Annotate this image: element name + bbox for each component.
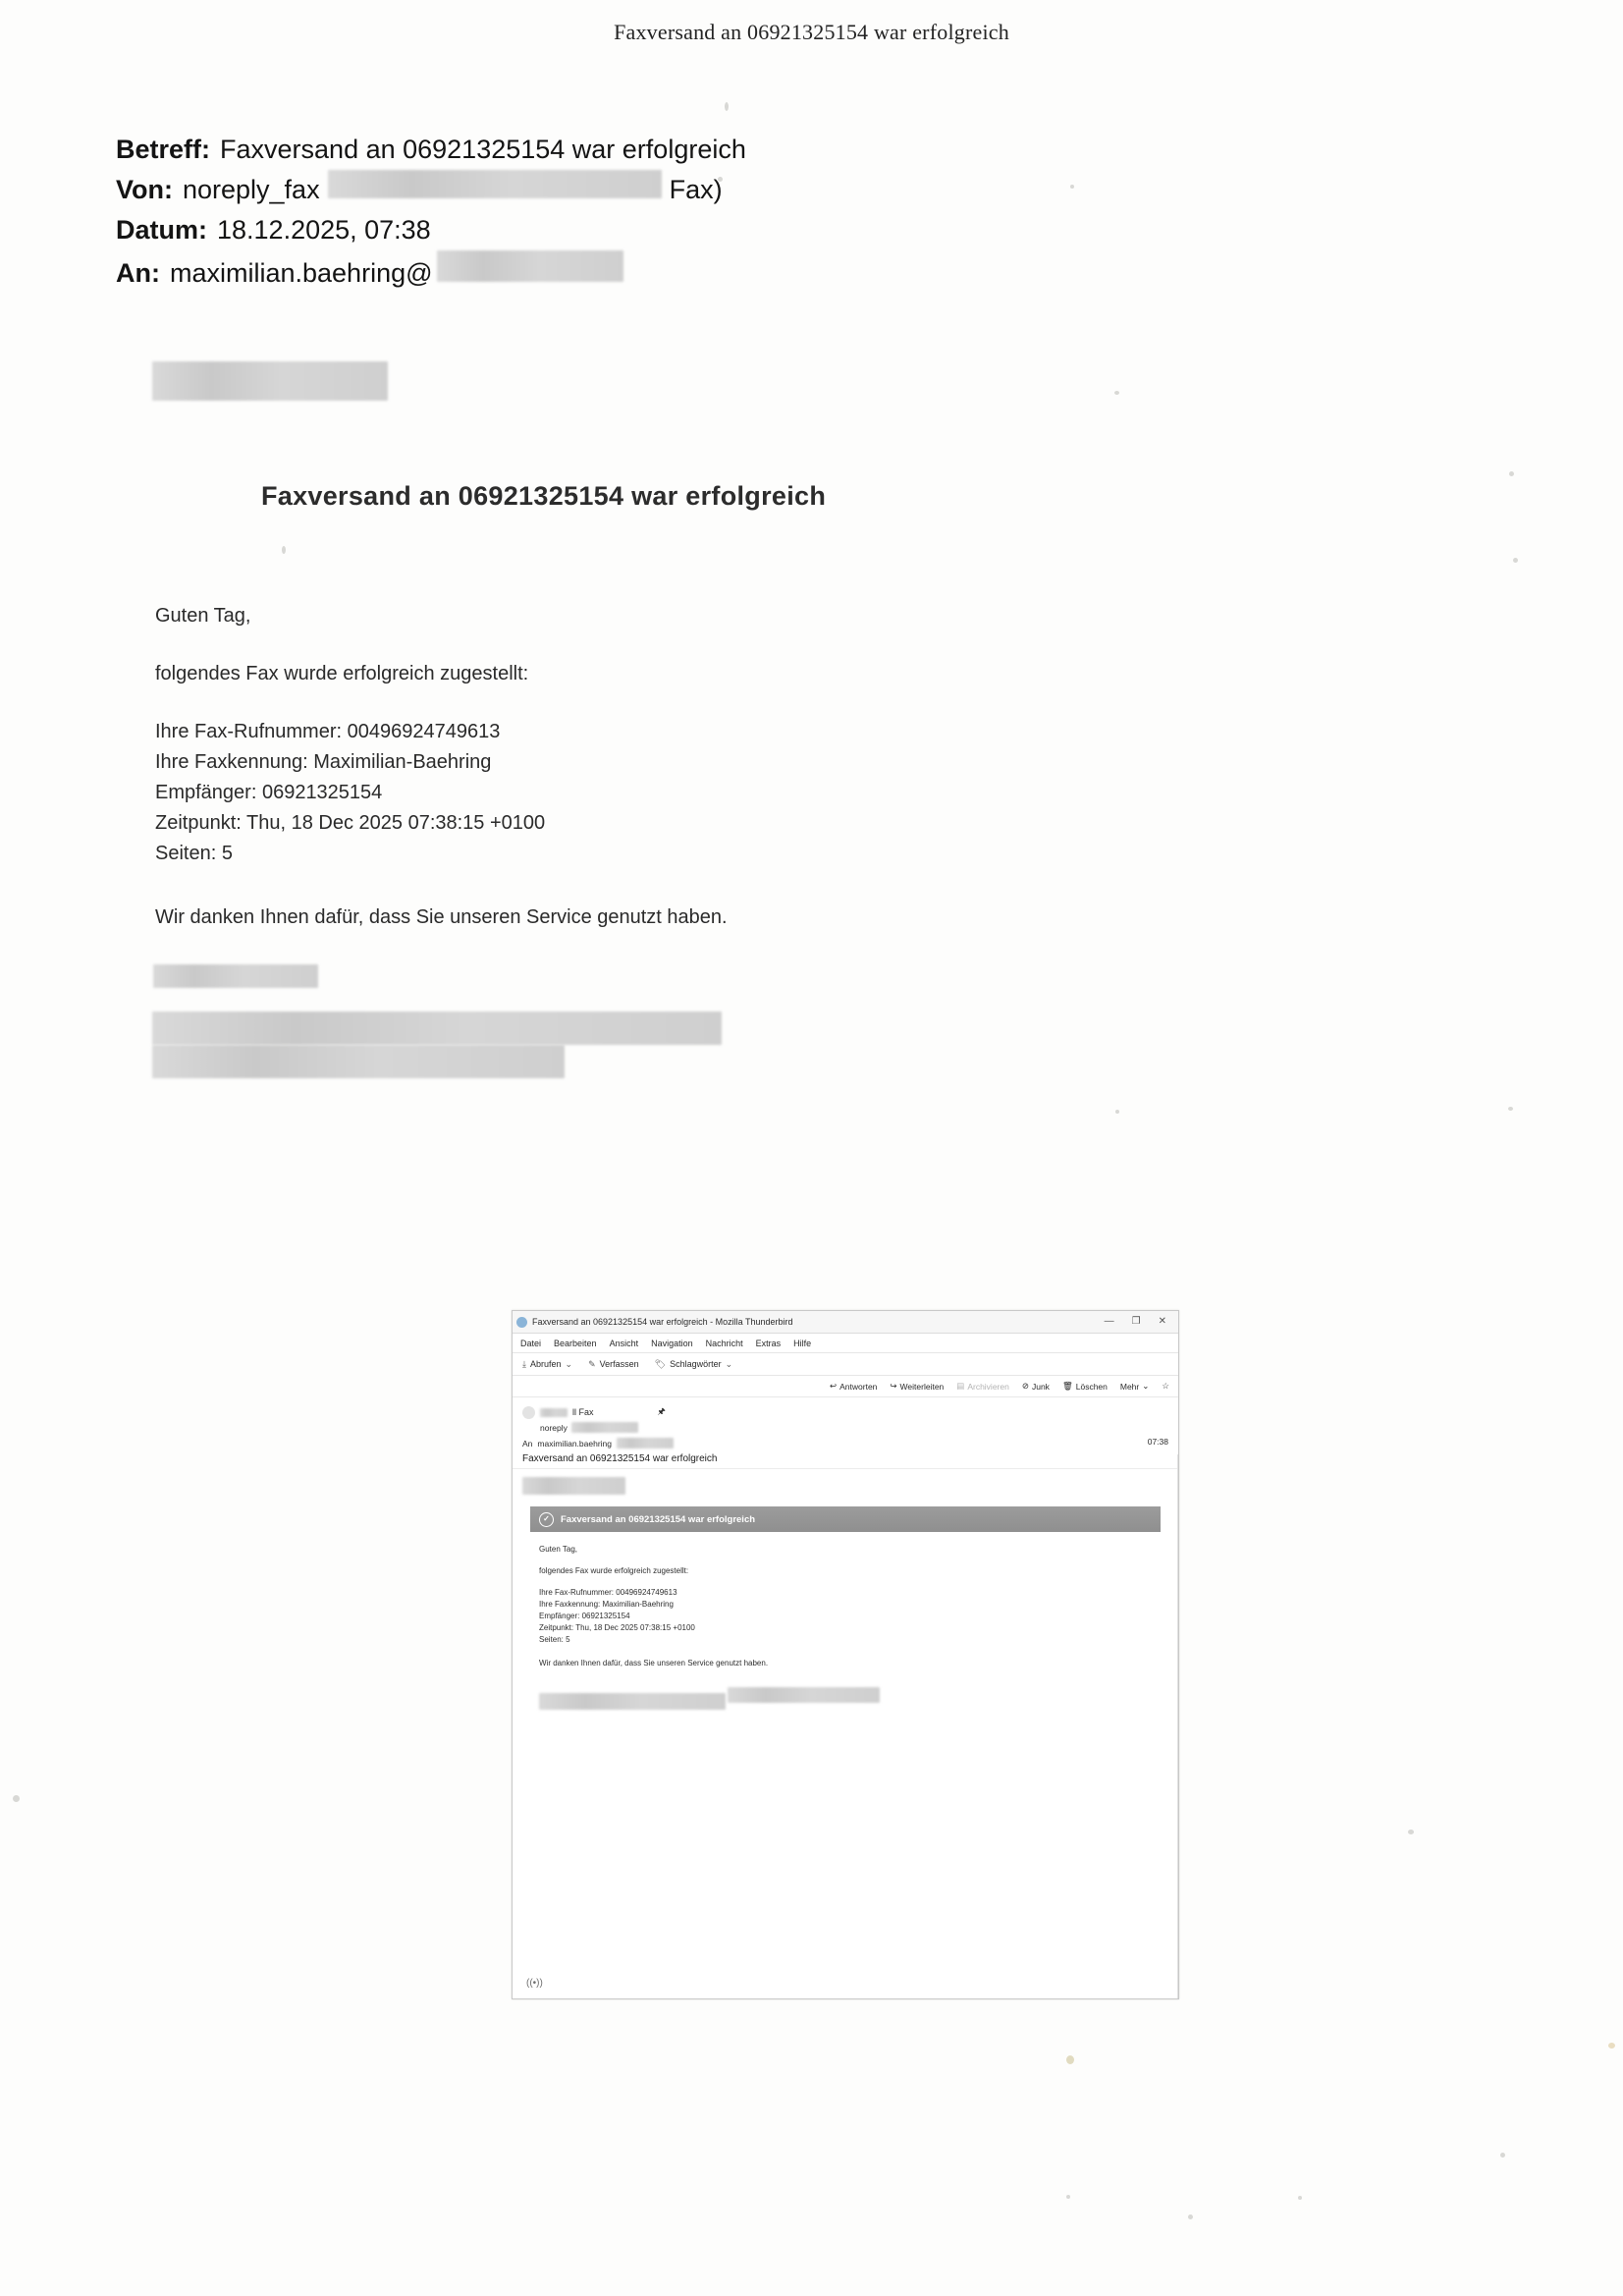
message-content: [513, 1469, 1178, 1710]
redaction-to: [437, 250, 623, 282]
message-greeting: Guten Tag,: [539, 1545, 577, 1554]
status-signal-icon: ((•)): [526, 1978, 543, 1989]
message-detail-line: Zeitpunkt: Thu, 18 Dec 2025 07:38:15 +0100: [539, 1623, 695, 1632]
action-junk[interactable]: [1022, 1381, 1050, 1392]
toolbar-label-schlagwoerter: Schlagwörter: [670, 1359, 722, 1369]
tag-icon: 🏷: [654, 1358, 667, 1369]
redaction-mail-logo: [522, 1477, 625, 1495]
scan-speck: [13, 1795, 20, 1802]
menu-item-navigation[interactable]: Navigation: [651, 1338, 693, 1348]
mail-subject-label: Betreff:: [116, 135, 211, 164]
toolbar-label-abrufen: Abrufen: [529, 1359, 562, 1369]
menu-item-bearbeiten[interactable]: Bearbeiten: [554, 1338, 597, 1348]
scan-speck: [1066, 2195, 1070, 2199]
mail-to-row: [116, 250, 1245, 294]
status-banner: [530, 1506, 1161, 1532]
scan-speck: [1508, 1107, 1513, 1111]
mail-body: [155, 601, 1137, 960]
action-mehr[interactable]: [1120, 1381, 1150, 1392]
status-banner-label: Faxversand an 06921325154 war erfolgreich: [561, 1513, 756, 1525]
chevron-down-icon[interactable]: ⌄: [1142, 1381, 1150, 1391]
menu-item-nachricht[interactable]: Nachricht: [705, 1338, 743, 1348]
redaction-mail-signature-1: [539, 1693, 726, 1710]
message-time: 07:38: [1147, 1437, 1168, 1447]
action-weiterleiten[interactable]: [890, 1381, 944, 1392]
mail-from-row: [116, 170, 1245, 210]
redaction-from: [328, 170, 662, 198]
message-recipient-row: [522, 1438, 1168, 1449]
mail-body-headline: Faxversand an 06921325154 war erfolgreich: [261, 481, 827, 511]
message-details: [539, 1587, 1152, 1646]
scan-speck: [1500, 2153, 1505, 2158]
junk-icon: ⊘: [1021, 1381, 1029, 1391]
recipient-value: maximilian.baehring: [537, 1438, 612, 1449]
toolbar-button-abrufen[interactable]: [522, 1359, 572, 1370]
avatar: [522, 1406, 535, 1419]
mail-detail-line: Empfänger: 06921325154: [155, 782, 383, 803]
mail-thanks: Wir danken Ihnen dafür, dass Sie unseren Service genutzt haben.: [155, 906, 728, 928]
message-detail-line: Seiten: 5: [539, 1635, 570, 1644]
redaction-sender: [540, 1408, 568, 1417]
redaction-sender-address: [571, 1422, 638, 1433]
redaction-mail-signature-2: [728, 1687, 880, 1703]
window-title: Faxversand an 06921325154 war erfolgreich - Mozilla Thunderbird: [532, 1317, 793, 1327]
chevron-down-icon[interactable]: ⌄: [725, 1358, 733, 1369]
main-toolbar[interactable]: [513, 1353, 1178, 1376]
window-controls[interactable]: [1105, 1317, 1174, 1327]
action-label-mehr: Mehr: [1119, 1381, 1140, 1392]
mail-intro: folgendes Fax wurde erfolgreich zugestellt:: [155, 663, 529, 684]
mail-detail-line: Seiten: 5: [155, 843, 233, 864]
message-thanks: Wir danken Ihnen dafür, dass Sie unseren Service genutzt haben.: [539, 1659, 769, 1667]
message-detail-line: Ihre Faxkennung: Maximilian-Baehring: [539, 1600, 674, 1609]
scan-speck: [1298, 2196, 1302, 2200]
action-label-loeschen: Löschen: [1075, 1381, 1108, 1392]
menu-item-extras[interactable]: Extras: [755, 1338, 782, 1348]
redaction-signature-1: [153, 964, 318, 988]
menu-item-datei[interactable]: Datei: [520, 1338, 542, 1348]
mail-detail-line: Ihre Fax-Rufnummer: 00496924749613: [155, 721, 501, 742]
scan-speck: [1114, 391, 1119, 395]
sender-address: noreply: [540, 1422, 568, 1433]
scan-speck: [1408, 1830, 1414, 1834]
toolbar-button-verfassen[interactable]: [588, 1359, 639, 1370]
message-header: [513, 1397, 1178, 1469]
page-header-title: Faxversand an 06921325154 war erfolgreich: [614, 20, 1009, 44]
message-detail-line: Ihre Fax-Rufnummer: 00496924749613: [539, 1588, 677, 1597]
close-icon[interactable]: ✕: [1158, 1316, 1166, 1327]
action-antworten[interactable]: [830, 1381, 877, 1392]
message-detail-line: Empfänger: 06921325154: [539, 1612, 630, 1620]
mail-header: [116, 130, 1245, 294]
action-label-weiterleiten: Weiterleiten: [899, 1381, 945, 1392]
menu-item-hilfe[interactable]: Hilfe: [793, 1338, 812, 1348]
action-label-antworten: Antworten: [839, 1381, 878, 1392]
minimize-icon[interactable]: —: [1104, 1316, 1114, 1327]
mail-date-value: 18.12.2025, 07:38: [217, 215, 431, 245]
message-action-bar[interactable]: [513, 1376, 1178, 1397]
star-icon[interactable]: ☆: [1162, 1381, 1169, 1391]
mail-date-row: [116, 210, 1245, 250]
maximize-icon[interactable]: ❐: [1131, 1316, 1141, 1327]
archive-icon: ▤: [956, 1381, 965, 1391]
redaction-signature-2: [152, 1011, 722, 1045]
scan-speck: [1509, 471, 1514, 476]
message-body: [522, 1532, 1168, 1710]
mail-from-suffix: Fax): [669, 175, 723, 204]
scan-speck: [282, 546, 286, 554]
redaction-logo: [152, 361, 388, 401]
trash-icon: 🗑: [1061, 1381, 1073, 1391]
menu-item-ansicht[interactable]: Ansicht: [609, 1338, 639, 1348]
mail-greeting: Guten Tag,: [155, 605, 251, 627]
mail-subject-row: [116, 130, 1245, 170]
reply-icon: ↩: [830, 1381, 838, 1391]
scan-speck: [1066, 2055, 1074, 2064]
toolbar-button-schlagwoerter[interactable]: [655, 1359, 733, 1370]
check-icon: ✓: [539, 1512, 554, 1527]
window-titlebar: [513, 1311, 1178, 1334]
action-label-junk: Junk: [1031, 1381, 1050, 1392]
mail-from-label: Von:: [116, 175, 173, 204]
forward-icon: ↪: [890, 1381, 897, 1391]
scan-speck: [725, 102, 729, 111]
pencil-icon: ✎: [588, 1358, 596, 1369]
mail-to-label: An:: [116, 258, 160, 288]
scan-speck: [1513, 558, 1518, 563]
scan-speck: [1115, 1110, 1119, 1114]
mail-from-value: noreply_fax: [182, 175, 320, 204]
scroll-edge[interactable]: [1177, 1454, 1178, 1998]
mail-detail-line: Ihre Faxkennung: Maximilian-Baehring: [155, 751, 492, 773]
action-archivieren: [956, 1381, 1009, 1392]
redaction-recipient: [617, 1438, 674, 1449]
action-loeschen[interactable]: [1062, 1381, 1108, 1392]
mail-details: [155, 717, 1137, 869]
toolbar-label-verfassen: Verfassen: [599, 1359, 639, 1369]
redaction-signature-3: [152, 1045, 565, 1078]
message-sender: [522, 1404, 1168, 1420]
mail-to-value: maximilian.baehring@: [169, 258, 433, 288]
message-subject: Faxversand an 06921325154 war erfolgreich: [522, 1453, 718, 1464]
chevron-down-icon[interactable]: ⌄: [565, 1358, 573, 1369]
recipient-label: An: [522, 1438, 533, 1449]
mail-subject-value: Faxversand an 06921325154 war erfolgreich: [220, 135, 746, 164]
thunderbird-icon: [516, 1317, 527, 1328]
download-icon: ⤓: [522, 1358, 526, 1369]
sender-name: ll Fax: [572, 1407, 594, 1417]
attachment-icon: 🖈: [657, 1406, 666, 1416]
mail-date-label: Datum:: [116, 215, 207, 245]
thunderbird-window-screenshot: [512, 1310, 1179, 1999]
mail-detail-line: Zeitpunkt: Thu, 18 Dec 2025 07:38:15 +0100: [155, 812, 546, 834]
menu-bar[interactable]: [513, 1334, 1178, 1353]
sender-address-row: [540, 1422, 1168, 1433]
scan-speck: [1188, 2214, 1193, 2219]
message-intro: folgendes Fax wurde erfolgreich zugestellt:: [539, 1566, 689, 1575]
scan-speck: [1608, 2043, 1615, 2049]
action-label-archivieren: Archivieren: [967, 1381, 1009, 1392]
